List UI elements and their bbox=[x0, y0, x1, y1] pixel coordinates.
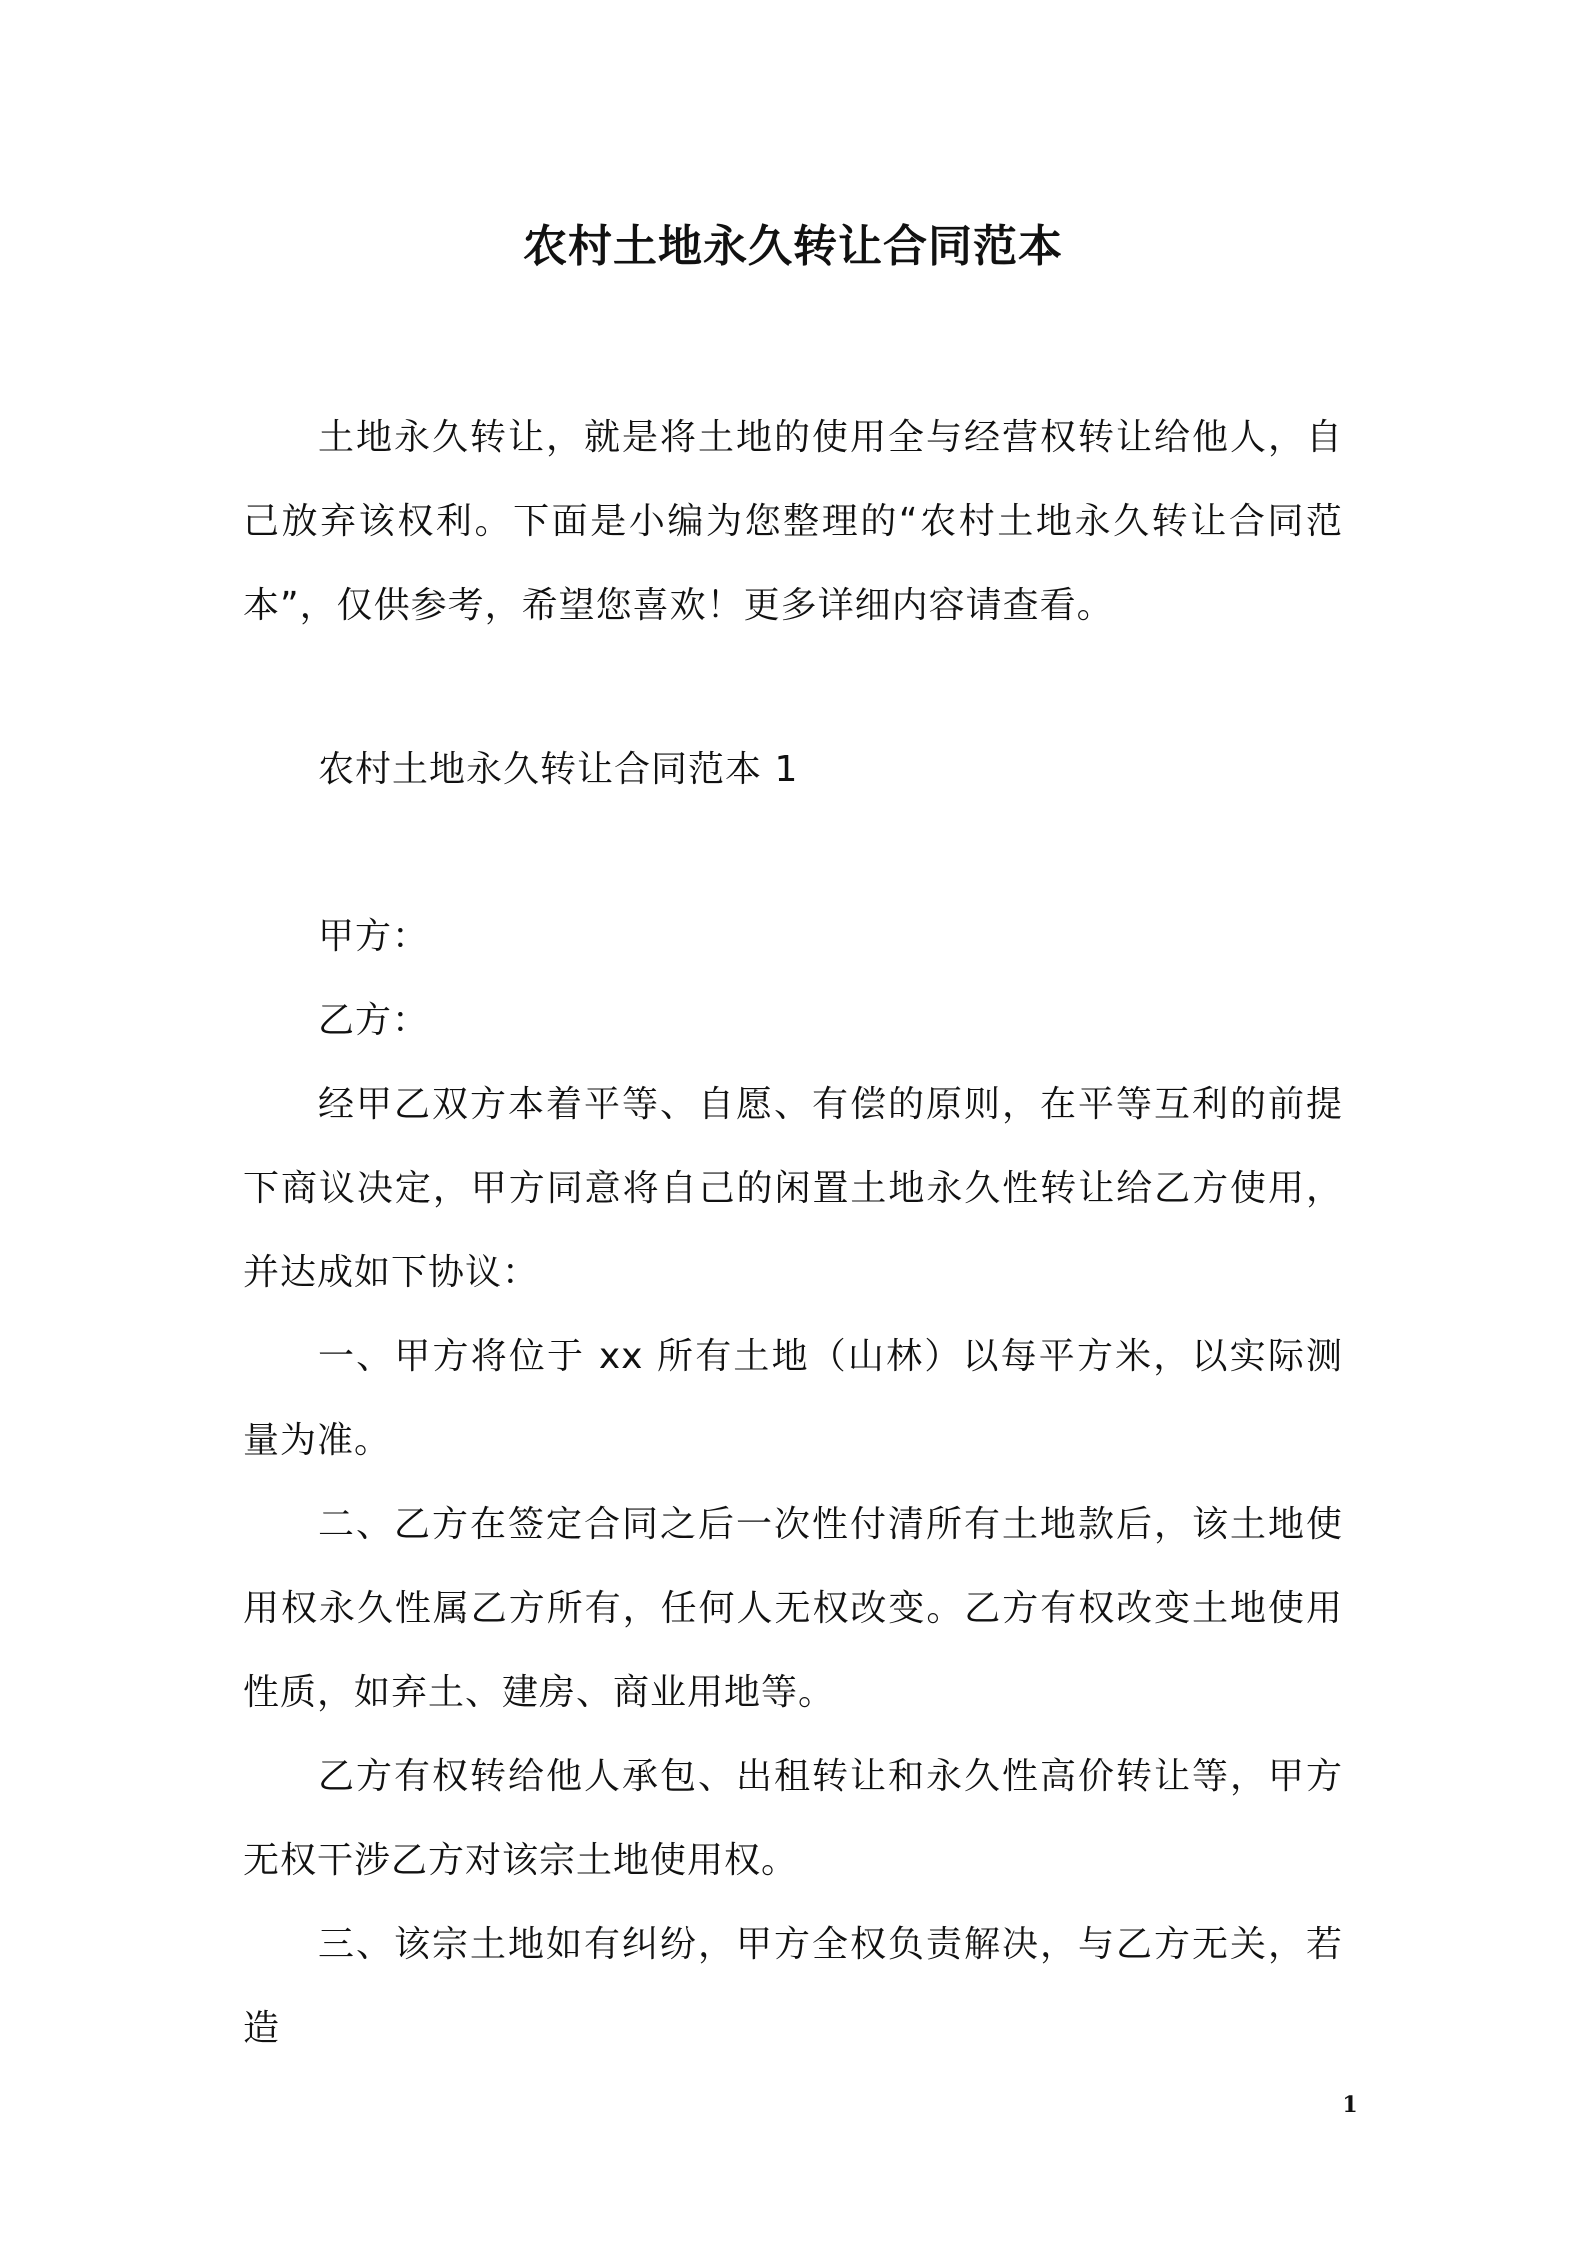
clause-two-paragraph: 二、乙方在签定合同之后一次性付清所有土地款后，该土地使用权永久性属乙方所有，任何人无权改变。乙方有权改变土地使用性质，如弃土、建房、商业用地等。 bbox=[243, 1504, 1343, 1713]
clause-three-paragraph: 三、该宗土地如有纠纷，甲方全权负责解决，与乙方无关，若造 bbox=[243, 1924, 1343, 2049]
agreement-paragraph: 经甲乙双方本着平等、自愿、有偿的原则，在平等互利的前提下商议决定，甲方同意将自己的闲置土地永久性转让给乙方使用，并达成如下协议： bbox=[243, 1084, 1343, 1293]
party-b-label: 乙方： bbox=[318, 1000, 430, 1041]
document-title: 农村土地永久转让合同范本 bbox=[523, 221, 1063, 272]
clause-one-paragraph: 一、甲方将位于 xx 所有土地（山林）以每平方米，以实际测量为准。 bbox=[243, 1336, 1343, 1461]
transfer-rights-paragraph: 乙方有权转给他人承包、出租转让和永久性高价转让等，甲方无权干涉乙方对该宗土地使用权。 bbox=[243, 1756, 1343, 1881]
section-heading: 农村土地永久转让合同范本 1 bbox=[318, 749, 799, 790]
party-a-label: 甲方： bbox=[318, 916, 430, 957]
page-number: 1 bbox=[1342, 2092, 1358, 2118]
intro-paragraph: 土地永久转让，就是将土地的使用全与经营权转让给他人，自己放弃该权利。下面是小编为您整理的“农村土地永久转让合同范本”，仅供参考，希望您喜欢！更多详细内容请查看。 bbox=[243, 417, 1343, 626]
